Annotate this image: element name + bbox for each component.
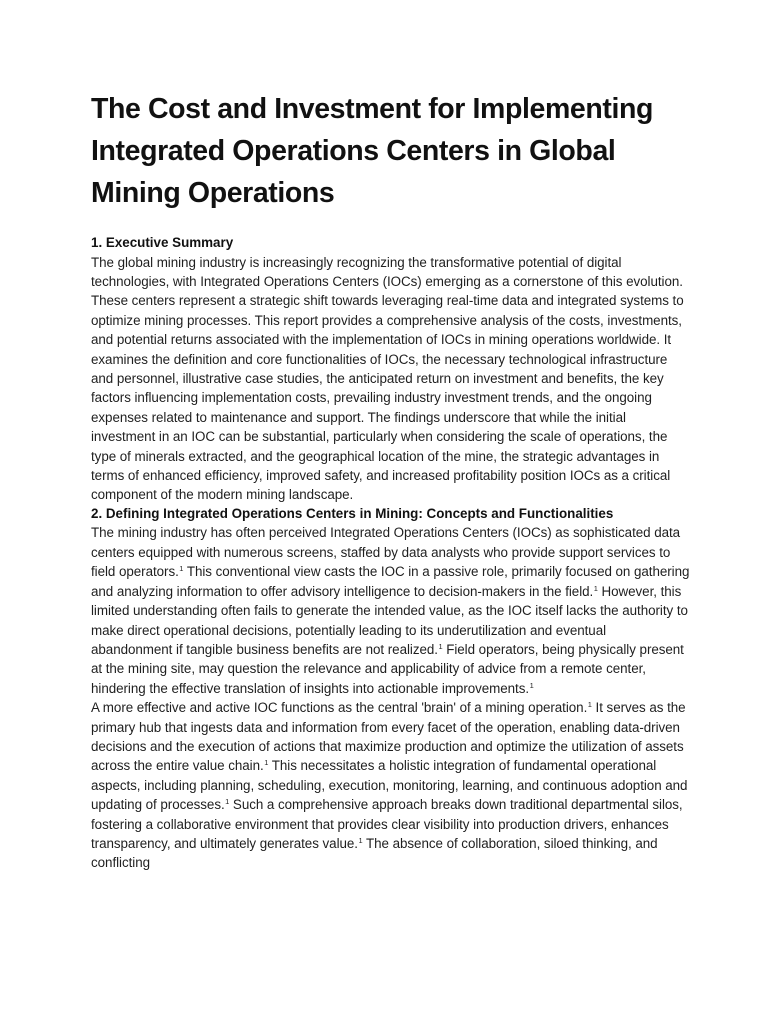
paragraph-text: This conventional view casts the IOC in a passive role, primarily focused on gathering and analyzing information to offer advisory intelligence to decision-makers in the field. (91, 564, 690, 599)
paragraph-text: Such a comprehensive approach breaks down traditional departmental silos, fostering a collaborative environment that provides clear visibility into production drivers, enhances transparency, and ultimately generates value. (91, 797, 683, 851)
body-paragraph (91, 523, 691, 698)
paragraph-text: A more effective and active IOC functions as the central 'brain' of a mining operation. (91, 700, 588, 716)
section-heading: 2. Defining Integrated Operations Centers in Mining: Concepts and Functionalities (91, 505, 614, 521)
citation-marker: 1 (225, 797, 230, 807)
document-title: The Cost and Investment for Implementing Integrated Operations Centers in Global Mining Operations (91, 93, 653, 209)
citation-marker: 1 (593, 583, 598, 593)
citation-marker: 1 (587, 700, 592, 710)
document-page (91, 88, 691, 873)
paragraph-text: It serves as the primary hub that ingests data and information from every facet of the operation, enabling data-driven decisions and the execution of actions that maximize production and optimize the utilization of assets across the entire value chain. (91, 700, 686, 774)
body-paragraph (91, 253, 691, 505)
section-heading: 1. Executive Summary (91, 235, 234, 250)
document-body (91, 234, 691, 873)
paragraph-text: The absence of collaboration, siloed thinking, and conflicting (91, 835, 658, 871)
paragraph-text: The mining industry has often perceived Integrated Operations Centers (IOCs) as sophisticated data centers equipped with numerous screens, staffed by data analysts who provide support services to field operators. (91, 525, 681, 580)
citation-marker: 1 (529, 680, 534, 690)
citation-marker: 1 (264, 758, 269, 768)
paragraph-text: However, this limited understanding often fails to generate the intended value, as the IOC itself lacks the authority to make direct operational decisions, potentially leading to its underutilization and eventual abandonment if tangible business benefits are not realized. (91, 583, 688, 657)
paragraph-text: Field operators, being physically present at the mining site, may question the relevance and applicability of advice from a remote center, hindering the effective translation of insights into actionable improvements. (91, 641, 684, 696)
paragraph-text: The global mining industry is increasingly recognizing the transformative potential of digital technologies, with Integrated Operations Centers (IOCs) emerging as a cornerstone of this evolution. These centers represent a strategic shift towards leveraging real-time data and integrated systems to optimize mining processes. This report provides a comprehensive analysis of the costs, investments, and potential returns associated with the implementation of IOCs in mining operations worldwide. It examines the definition and core functionalities of IOCs, the necessary technological infrastructure and personnel, illustrative case studies, the anticipated return on investment and benefits, the key factors influencing implementation costs, prevailing industry investment trends, and the ongoing expenses related to maintenance and support. The findings underscore that while the initial investment in an IOC can be substantial, particularly when considering the scale of operations, the type of minerals extracted, and the geographical location of the mine, the strategic advantages in terms of enhanced efficiency, improved safety, and increased profitability position IOCs as a critical component of the modern mining landscape. (91, 254, 684, 503)
citation-marker: 1 (358, 835, 363, 845)
body-paragraph (91, 698, 691, 873)
citation-marker: 1 (179, 564, 184, 574)
citation-marker: 1 (438, 641, 443, 651)
paragraph-text: This necessitates a holistic integration of fundamental operational aspects, including planning, scheduling, execution, monitoring, learning, and continuous adoption and updating of processes. (91, 758, 688, 813)
